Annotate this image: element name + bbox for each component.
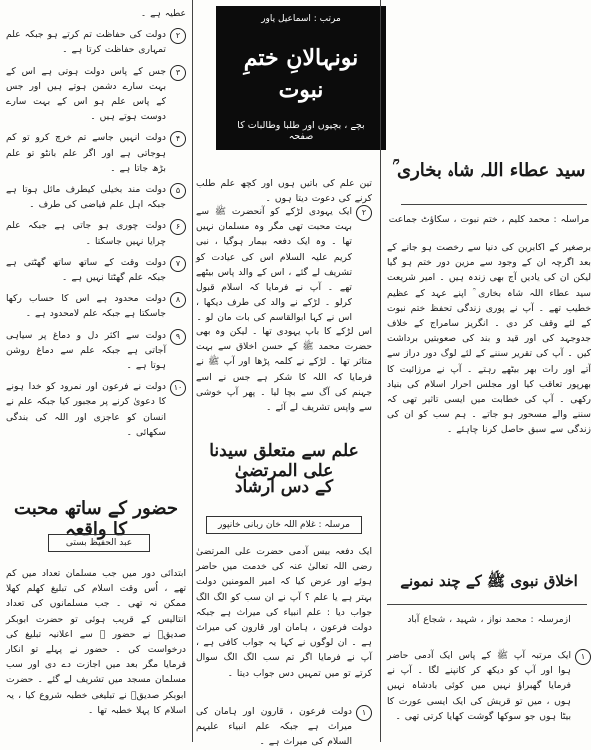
mid-para: اس لڑکے کا باپ یہودی تھا ۔ لیکن وہ بھی حضرت محمد ﷺ کے حسن اخلاق سے بہت متاثر تھا ۔ لڑکے نے کلمہ پڑھا اور آپ ﷺ نے فرمایا کہ اللہ کا شکر ہے جس نے اسے جہنم کی آگ سے بچا لیا ۔ پھر آپ خوشی سے واپس تشریف لے آئے ۔: [196, 326, 372, 414]
akhlaq-sender: ازمرسلہ : محمد نواز ، شہید ، شجاع آباد: [407, 614, 571, 625]
banner-subtitle: بچے ، بچیوں اور طلبا وطالبات کا صفحہ: [237, 120, 365, 142]
item-text: دولت کی حفاظت تم کرتے ہو جبکہ علم تمہاری حفاظت کرتا ہے ۔: [6, 29, 166, 56]
akhlaq-item-text: ایک مرتبہ آپ ﷺ کے پاس ایک آدمی حاضر ہوا اور آپ کو دیکھ کر کانپنے لگا ۔ آپ نے فرمایا گھبراؤ نہیں میں کوئی بادشاہ نہیں ہوں ، میں تو قریش کی ایک ایسی عورت کا بیٹا ہوں جو سوکھا گوشت کھایا کرتی تھی ۔: [387, 650, 571, 722]
item-number: ۱۰: [170, 380, 186, 396]
love-story-author: عبد الحفیظ بستی: [48, 534, 150, 552]
item-text: دولت محدود ہے اس کا حساب رکھا جاسکتا ہے جبکہ علم لامحدود ہے ۔: [6, 293, 166, 320]
bukhari-heading: سید عطاء اللہ شاہ بخاری ؒ: [392, 160, 586, 181]
akhlaq-heading: اخلاق نبوی ﷺ کے چند نمونے: [400, 572, 578, 590]
ali-sayings-body: ایک دفعہ بیس آدمی حضرت علی المرتضیٰ رضی اللہ تعالیٰ عنہ کی خدمت میں حاضر ہوئے اور عرض کیا کہ امیر المومنین دولت بہتر ہے یا علم ؟ آپ نے ان سب کو الگ الگ جواب دیا : علم انبیاء کی میراث ہے جبکہ دولت فرعون ، ہامان اور قارون کی میراث ہے ۔ ان لوگوں نے کہا یہ جواب کافی ہے ، آپ نے فرمایا اگر تم سب الگ الگ سوال کرتے تو میں تمہیں دس جواب دیتا ۔: [196, 546, 372, 679]
item-text: دولت انہیں جاسے تم خرچ کرو تو کم ہوجاتی ہے اور اگر علم بانٹو تو علم بڑھ جاتا ہے ۔: [6, 132, 166, 174]
love-story-body: ابتدائی دور میں جب مسلمان تعداد میں کم تھے ، اُس وقت اسلام کی تبلیغ کھلم کھلا ممکن نہ تھی ۔ جب مسلمانوں کی تعداد انتالیس کے قریب ہوئی تو حضرت ابوبکر صدیقؓ نے حضور ﷺ سے اعلانیہ تبلیغ کی درخواست کی ۔ حضور نے پہلے تو انکار فرمایا مگر بعد میں اجازت دے دی اور سب مسلمان مسجد میں تشریف لے گئے ۔ حضرت ابوبکر صدیقؓ نے تبلیغی خطبہ شروع کیا ، یہ اسلام کا پہلا خطبہ تھا ۔: [6, 568, 186, 716]
ali-sayings-subheading: کے دس ارشاد: [234, 477, 334, 497]
ali-sayings-heading: علم سے متعلق سیدنا علی المرتضیٰ: [209, 441, 359, 481]
virtue-list: [6, 27, 186, 440]
item-number: ۱: [356, 705, 372, 721]
list-item: [6, 291, 186, 321]
right-column: [380, 0, 591, 742]
love-story-heading: حضور کے ساتھ محبت کا واقعہ: [14, 498, 178, 540]
item-number: ۷: [170, 256, 186, 272]
item-number: ۲: [170, 28, 186, 44]
item-number: ۴: [170, 131, 186, 147]
list-item: [6, 218, 186, 248]
item-text: دولت وقت کے ساتھ ساتھ گھٹتی ہے جبکہ علم گھٹتا نہیں ہے ۔: [6, 256, 166, 284]
left-column: [6, 0, 193, 742]
left-intro: عطیہ ہے ۔: [140, 8, 186, 19]
list-item: [6, 255, 186, 285]
item-number: ۹: [170, 329, 186, 345]
item-number: ۳: [170, 65, 186, 81]
list-item: [196, 204, 372, 326]
mid-top-text: تین علم کی باتیں ہوں اور کچھ علم طلب کرنے کی دعوت دیتا ہوں ۔: [196, 178, 372, 205]
list-item: [196, 704, 372, 748]
list-item: [6, 130, 186, 176]
item-number: ۲: [356, 205, 372, 221]
divider: [401, 204, 587, 205]
list-item: [6, 27, 186, 57]
banner-title: نونہالانِ ختمِ نبوت: [243, 45, 359, 103]
list-item: [6, 328, 186, 374]
bukhari-body: برصغیر کے اکابرین کی دنیا سے رخصت ہو جانے کے بعد اگرچہ ان کے وجود سے مزین دور ختم ہو گیا لیکن ان کی یادیں آج بھی زندہ ہیں ۔ امیر شریعت سید عطاء اللہ شاہ بخاری ؒ اپنے عہد کے عظیم خطیب تھے ۔ آپ نے پوری زندگی تحفظ ختم نبوت کے لئے وقف کر دی ۔ انگریز سامراج کے خلاف جدوجہد کی اور قید و بند کی صعوبتیں برداشت کیں ۔ آپ کی تقریر سننے کے لئے لوگ دور دراز سے آتے اور رات بھر بیٹھے رہتے ۔ آپ نے مرزائیت کا بھرپور تعاقب کیا اور مجلس احرار اسلام کی بنیاد رکھی ۔ آپ کی خطابت میں ایسی تاثیر تھی کہ سننے والے مسحور ہو جاتے ۔ ہم سب کو ان کی زندگی سے سبق حاصل کرنا چاہئے ۔: [387, 242, 591, 436]
item-number: ۸: [170, 292, 186, 308]
bukhari-sender: مراسلہ : محمد کلیم ، ختم نبوت ، سکاؤٹ جماعت: [388, 214, 590, 225]
list-item: [6, 379, 186, 440]
list-item: [387, 648, 591, 738]
item-number: ۵: [170, 183, 186, 199]
item-number: ۱: [575, 649, 591, 665]
mid-item-text: ایک یہودی لڑکے کو آنحضرت ﷺ سے بہت محبت تھی مگر وہ مسلمان نہیں تھا ۔ وہ ایک دفعہ بیمار ہوگیا ، نبی کریم علیہ السلام اس کی عیادت کو تشریف لے گئے ، اس کے والد پاس بیٹھے تھے ۔ آپ نے فرمایا کہ اسلام قبول کرلو ۔ لڑکے نے والد کی طرف دیکھا ، اس نے کہا ابوالقاسم کی بات مان لو ۔: [196, 206, 352, 324]
item-text: جس کے پاس دولت ہوتی ہے اس کے بہت سارے دشمن ہوتے ہیں اور جس کے پاس علم ہو اس کے بہت سارے دوست ہوتے ہیں ۔: [6, 65, 166, 123]
list-item: [6, 182, 186, 212]
item-text: دولت مند بخیلی کیطرف مائل ہوتا ہے جبکہ اہل علم فیاضی کی طرف ۔: [6, 184, 166, 211]
ali-sayings-byline: مرسلہ : غلام اللہ خان ربانی خانپور: [206, 516, 362, 534]
ali-saying-1: دولت فرعون ، قارون اور ہامان کی میراث ہے جبکہ علم انبیاء علیہم السلام کی میراث ہے ۔: [196, 706, 352, 748]
item-text: دولت نے فرعون اور نمرود کو خدا ہونے کا دعویٰ کرنے پر مجبور کیا جبکہ علم نے انسان کو عاجزی اور اللہ کی بندگی سکھائی ۔: [6, 381, 166, 438]
list-item: [6, 64, 186, 125]
middle-column: [196, 0, 372, 748]
item-text: دولت سے اکثر دل و دماغ پر سیاہی آجاتی ہے جبکہ علم سے دماغ روشن ہوتا ہے ۔: [6, 329, 166, 372]
banner-byline: مرتب : اسماعیل یاور: [261, 14, 341, 24]
item-text: دولت چوری ہو جاتی ہے جبکہ علم چرایا نہیں جاسکتا ۔: [6, 220, 166, 247]
divider: [387, 604, 587, 605]
item-number: ۶: [170, 219, 186, 235]
